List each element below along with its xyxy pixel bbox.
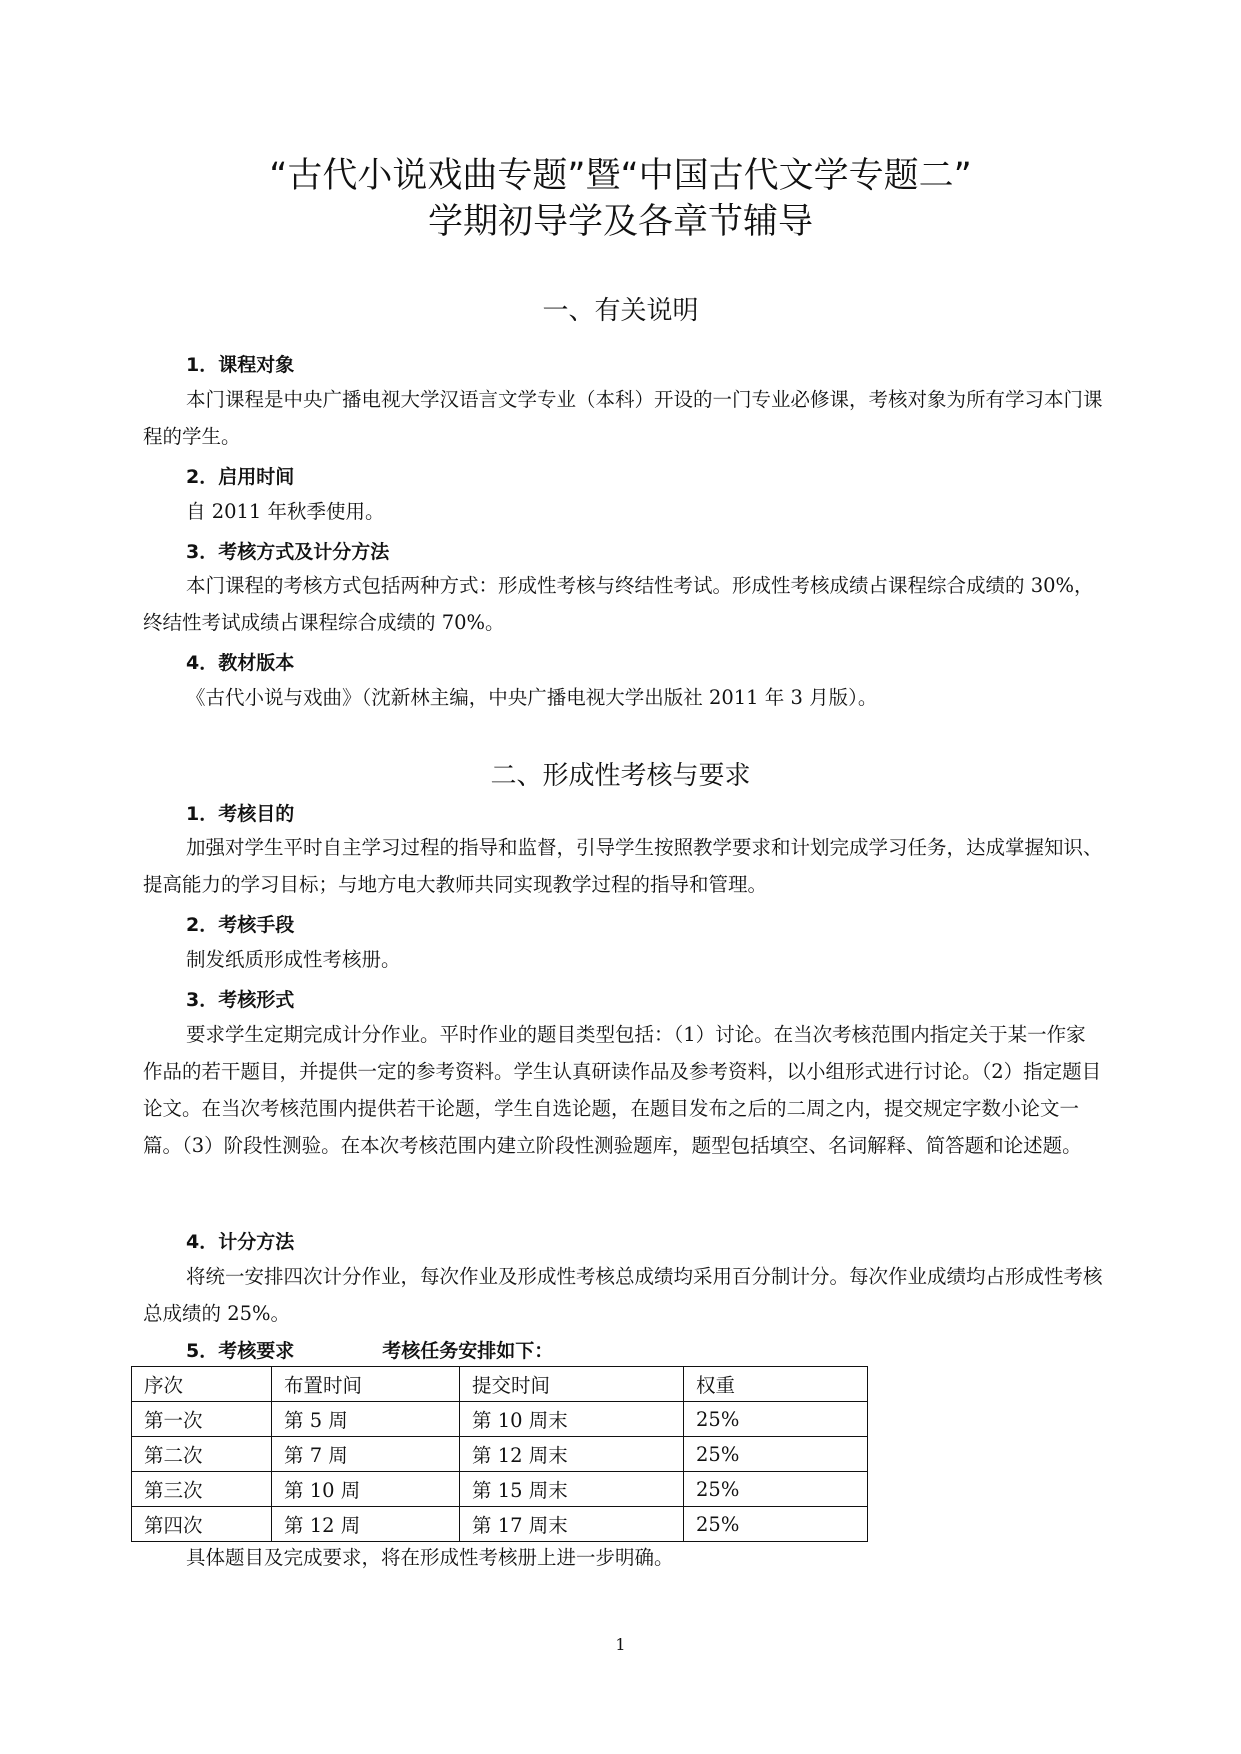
s2-item-5-heading-label: 5．考核要求 xyxy=(186,1340,295,1362)
table-header-cell: 权重 xyxy=(684,1367,868,1402)
table-cell: 25% xyxy=(684,1507,868,1542)
s1-item-1-text: 本门课程是中央广播电视大学汉语言文学专业（本科）开设的一门专业必修课，考核对象为所有学习本门课程的学生。 xyxy=(143,388,1103,448)
section-1-heading: 一、有关说明 xyxy=(542,296,699,326)
table-cell: 第一次 xyxy=(132,1402,272,1437)
assessment-schedule-table xyxy=(131,1366,868,1542)
s1-item-4-heading: 4．教材版本 xyxy=(186,652,295,674)
doc-title-line-2: 学期初导学及各章节辅导 xyxy=(427,202,813,242)
s2-item-3-heading: 3．考核形式 xyxy=(186,989,295,1011)
table-row xyxy=(132,1507,868,1542)
table-cell: 第 17 周末 xyxy=(460,1507,684,1542)
s1-item-2-text: 自 2011 年秋季使用。 xyxy=(186,500,385,523)
s2-item-5-heading-extra: 考核任务安排如下： xyxy=(382,1340,554,1362)
section-2-heading: 二、形成性考核与要求 xyxy=(490,761,751,791)
s1-item-4-text: 《古代小说与戏曲》（沈新林主编，中央广播电视大学出版社 2011 年 3 月版）。 xyxy=(186,686,878,709)
table-row xyxy=(132,1402,868,1437)
table-cell: 第 12 周 xyxy=(272,1507,460,1542)
table-header-cell: 布置时间 xyxy=(272,1367,460,1402)
s1-item-3-heading: 3．考核方式及计分方法 xyxy=(186,541,390,563)
s2-item-1-heading: 1．考核目的 xyxy=(186,803,295,825)
table-header-row xyxy=(132,1367,868,1402)
s2-item-3-text: 要求学生定期完成计分作业。平时作业的题目类型包括：（1）讨论。在当次考核范围内指定关于某一作家作品的若干题目，并提供一定的参考资料。学生认真研读作品及参考资料，以小组形式进行讨论。（2）指定题目论文。在当次考核范围内提供若干论题，学生自选论题，在题目发布之后的二周之内，提交规定字数小论文一篇。（3）阶段性测验。在本次考核范围内建立阶段性测验题库，题型包括填空、名词解释、简答题和论述题。 xyxy=(143,1023,1102,1157)
s2-item-2-text: 制发纸质形成性考核册。 xyxy=(186,948,401,971)
s1-item-1-heading: 1．课程对象 xyxy=(186,354,295,376)
table-cell: 第 15 周末 xyxy=(460,1472,684,1507)
table-cell: 第 10 周末 xyxy=(460,1402,684,1437)
table-cell: 第 10 周 xyxy=(272,1472,460,1507)
s1-item-3-text: 本门课程的考核方式包括两种方式：形成性考核与终结性考试。形成性考核成绩占课程综合成绩的 30%，终结性考试成绩占课程综合成绩的 70%。 xyxy=(143,574,1094,634)
s2-item-1-text: 加强对学生平时自主学习过程的指导和监督，引导学生按照教学要求和计划完成学习任务，达成掌握知识、提高能力的学习目标；与地方电大教师共同实现教学过程的指导和管理。 xyxy=(143,836,1103,896)
s2-item-4-text: 将统一安排四次计分作业，每次作业及形成性考核总成绩均采用百分制计分。每次作业成绩均占形成性考核总成绩的 25%。 xyxy=(143,1265,1103,1325)
table-cell: 第 12 周末 xyxy=(460,1437,684,1472)
table-cell: 第三次 xyxy=(132,1472,272,1507)
table-cell: 25% xyxy=(684,1472,868,1507)
table-header-cell: 提交时间 xyxy=(460,1367,684,1402)
table-header-cell: 序次 xyxy=(132,1367,272,1402)
table-cell: 第四次 xyxy=(132,1507,272,1542)
page-number: 1 xyxy=(615,1635,626,1654)
table-cell: 25% xyxy=(684,1402,868,1437)
s1-item-2-heading: 2．启用时间 xyxy=(186,466,295,488)
table-cell: 第 7 周 xyxy=(272,1437,460,1472)
s2-item-4-heading: 4．计分方法 xyxy=(186,1231,295,1253)
s2-item-2-heading: 2．考核手段 xyxy=(186,914,295,936)
table-cell: 第 5 周 xyxy=(272,1402,460,1437)
table-row xyxy=(132,1472,868,1507)
s2-item-5-heading xyxy=(186,1336,553,1363)
table-row xyxy=(132,1437,868,1472)
table-cell: 第二次 xyxy=(132,1437,272,1472)
table-cell: 25% xyxy=(684,1437,868,1472)
doc-title-line-1: “古代小说戏曲专题”暨“中国古代文学专题二” xyxy=(269,156,972,196)
closing-text: 具体题目及完成要求，将在形成性考核册上进一步明确。 xyxy=(186,1546,674,1569)
